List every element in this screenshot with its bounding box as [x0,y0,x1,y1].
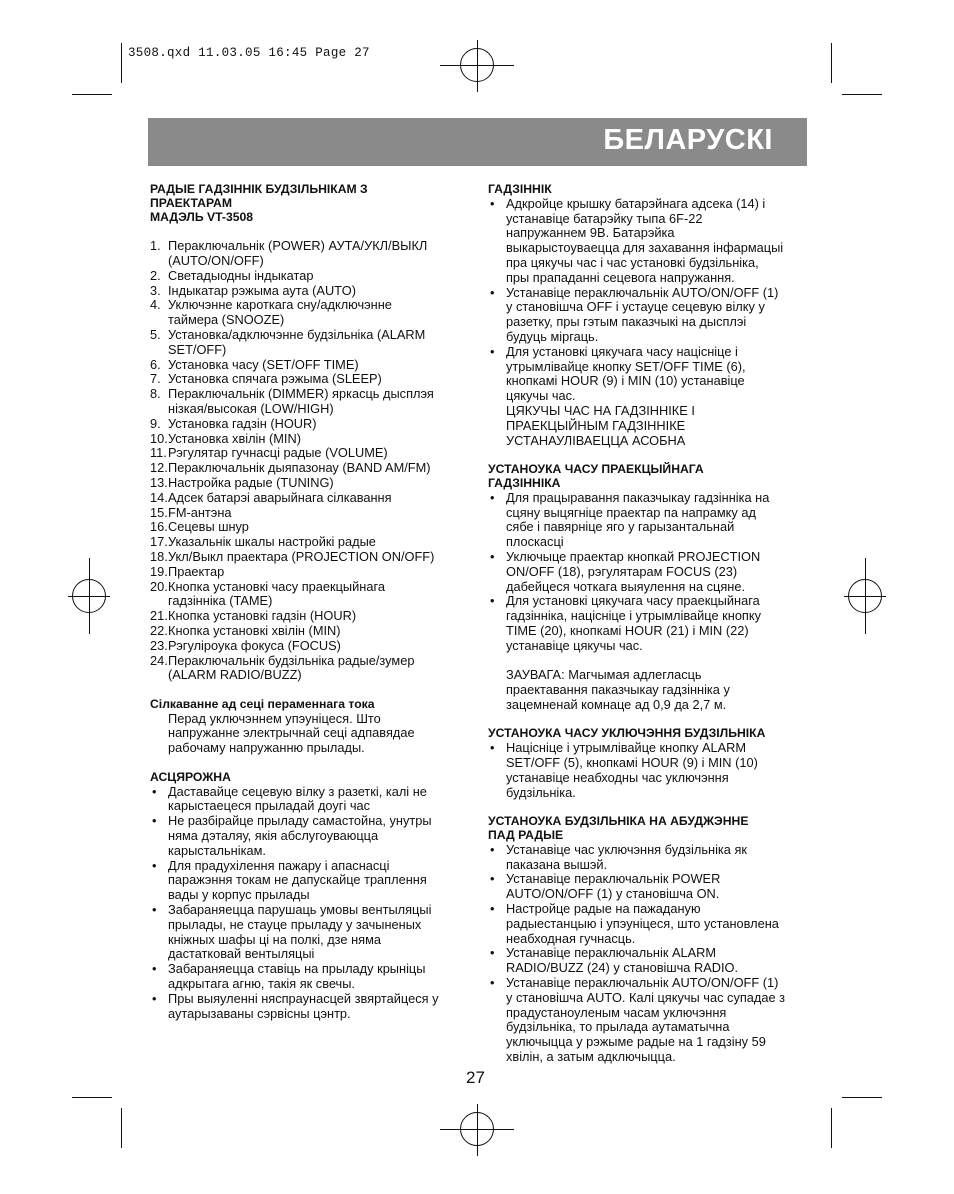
bullet-text: Устанавіце пераключальнік ALARM RADIO/BUZZ (24) у становішча RADIO. [506,945,739,976]
crop-mark [121,1108,122,1148]
bullet-text: Для установкі цякучага часу праекцыйнага гадзінніка, націсніце і утрымлівайце кнопку TIME (20), кнопкамі HOUR (21) і MIN (22) устанавіце цякучы час. [506,593,762,653]
bullet-text: Пры выяуленні няспраунасцей звяртайцеся у аутарызаваны сэрвісны цэнтр. [168,990,439,1021]
bullet-text: Забараняецца ставіць на прыладу крыніцы адкрытага агню, такія як свечы. [168,961,426,992]
part-number: 3. [150,282,161,298]
left-column [150,183,470,1021]
bullet-icon: • [490,975,495,991]
part-item [150,298,470,328]
projector-clock-heading: УСТАНОУКА ЧАСУ ПРАЕКЦЫЙНАГА ГАДЗІННІКА [488,462,704,490]
bullet-item [150,814,470,858]
part-number: 19. [150,563,168,579]
caution-list [150,785,470,1022]
part-item [150,535,470,550]
bullet-icon: • [152,961,157,977]
part-text: Кнопка установкі гадзін (HOUR) [168,608,357,624]
bullet-text: Забараняецца парушаць умовы вентыляцыі прылады, не стауце прыладу у зачыненых кніжных шафы ці на полкі, дзе няма дастатковай вентыляцыі [168,902,432,962]
bullet-icon: • [152,783,157,799]
part-item [150,639,470,654]
part-item [150,506,470,521]
bullet-text: Адкройце крышку батарэйнага адсека (14) і устанавіце батарэйку тыпа 6F-22 напружаннем 9В. Батарэйка выкарыстоуваецца для захавання інфармацыі пра цякучы час і час установкі будзільніка, пры прападанні сецевога напружання. [506,195,784,285]
crop-mark [842,1097,882,1098]
part-text: Установка часу (SET/OFF TIME) [168,356,359,372]
bullet-text: Устанавіце пераключальнік POWER AUTO/ON/OFF (1) у становішча ON. [506,871,721,902]
part-number: 7. [150,371,161,387]
crop-mark [831,1108,832,1148]
part-number: 2. [150,267,161,283]
bullet-icon: • [490,871,495,887]
power-heading: Сілкаванне ад сеці пераменнага тока [150,696,375,711]
bullet-item [150,785,470,815]
part-text: Укл/Выкл праектара (PROJECTION ON/OFF) [168,548,435,564]
bullet-item [488,872,808,902]
part-text: Настройка радые (TUNING) [168,474,334,490]
bullet-icon: • [490,740,495,756]
part-text: Пераключальнік дыяпазонау (BAND AM/FM) [168,460,431,476]
part-text: Адсек батарэі аварыйнага сілкавання [168,489,392,505]
bullet-icon: • [152,813,157,829]
part-text: Рэгуліроука фокуса (FOCUS) [168,637,341,653]
part-text: Сецевы шнур [168,519,249,535]
part-number: 1. [150,238,161,254]
part-number: 12. [150,460,168,476]
part-text: Індыкатар рэжыма аута (AUTO) [168,282,356,298]
bullet-icon: • [152,990,157,1006]
part-number: 4. [150,297,161,313]
part-item [150,432,470,447]
part-text: Пераключальнік (POWER) АУТА/УКЛ/ВЫКЛ (AUTO/ON/OFF) [168,238,428,268]
bullet-text: Устанавіце час уключэння будзільніка як паказана вышэй. [506,841,747,872]
crop-mark [72,1097,112,1098]
bullet-text: Для установкі цякучага часу націсніце і утрымлівайце кнопку SET/OFF TIME (6), кнопкамі HOUR (9) і MIN (10) устанавіце цякучы час. [506,343,746,404]
part-item [150,550,470,565]
part-text: Кнопка установкі хвілін (MIN) [168,622,341,638]
bullet-item [150,962,470,992]
part-item [150,609,470,624]
part-item [150,284,470,299]
bullet-text: Уключыце праектар кнопкай PROJECTION ON/OFF (18), рэгулятарам FOCUS (23) дабейцеся чоткага выяулення на сцяне. [506,548,761,594]
bullet-text: Настройце радые на пажаданую радыестанцыю і упэуніцеся, што установлена неабходная гучнасць. [506,901,779,946]
radio-alarm-heading: УСТАНОУКА БУДЗІЛЬНІКА НА АБУДЖЭННЕ ПАД РАДЫЕ [488,814,749,843]
part-item [150,328,470,358]
part-item [150,387,470,417]
part-item [150,624,470,639]
part-text: Установка спячага рэжыма (SLEEP) [168,371,382,387]
part-item [150,461,470,476]
part-text: Праектар [168,563,225,579]
part-number: 6. [150,356,161,372]
part-text: Пераключальнік будзільніка радые/зумер (ALARM RADIO/BUZZ) [168,652,415,683]
part-text: Кнопка установкі часу праекцыйнага гадзінніка (TAME) [168,578,385,609]
bullet-icon: • [152,857,157,873]
bullet-item [150,903,470,962]
bullet-item [488,197,808,286]
part-number: 13. [150,474,168,490]
part-number: 14. [150,489,168,505]
clock-heading: ГАДЗІННІК [488,182,552,196]
part-item [150,476,470,491]
part-text: Установка гадзін (HOUR) [168,415,317,431]
part-item [150,580,470,610]
part-number: 11. [150,445,167,461]
bullet-icon: • [490,901,495,917]
bullet-item [488,491,808,550]
bullet-text: Устанавіце пераключальнік AUTO/ON/OFF (1) у становішча AUTO. Калі цякучы час супадае з прадустаноуленым часам уключэння будзільніка, то прылада аутаматычна уключыцца у рэжыме радые на 1 гадзіну 59 хвілін, а затым адключыцца. [506,975,786,1065]
bullet-icon: • [490,284,495,300]
bullet-text: Не разбірайце прыладу самастойна, унутры няма дэталяу, якія абслугоуваюцца карыстальнікам. [168,813,432,858]
bullet-item [488,286,808,345]
bullet-icon: • [490,489,495,505]
part-item [150,417,470,432]
clock-note: ЦЯКУЧЫ ЧАС НА ГАДЗІННІКЕ І ПРАЕКЦЫЙНЫМ ГАДЗІННІКЕ УСТАНАУЛІВАЕЦЦА АСОБНА [506,402,695,448]
bullet-icon: • [490,343,495,359]
part-text: Указальнік шкалы настройкі радые [168,534,376,550]
bullet-item [488,345,808,404]
bullet-icon: • [490,548,495,564]
part-text: FM-антэна [168,504,232,520]
radio-alarm-list [488,843,808,1065]
projector-clock-list [488,491,808,654]
page-number: 27 [466,1068,485,1087]
bullet-text: Для прадухілення пажару і апаснасці паражэння токам не дапускайце траплення вады у корпус прылады [168,857,427,903]
part-number: 20. [150,578,168,594]
bullet-text: Даставайце сецевую вілку з разеткі, калі не карыстаецеся прыладай доугі час [168,783,427,814]
file-slug: 3508.qxd 11.03.05 16:45 Page 27 [128,46,370,60]
part-item [150,372,470,387]
parts-list [150,239,470,683]
bullet-text: Для працыравання паказчыкау гадзінніка на сцяну выцягніце праектар па напрамку ад сябе і павярніце яго у гарызантальнай плоскасці [506,489,770,550]
banner-title: БЕЛАРУСКІ [603,124,773,156]
bullet-item [150,992,470,1022]
bullet-item [488,594,808,653]
part-item [150,565,470,580]
bullet-item [150,859,470,903]
bullet-icon: • [490,841,495,857]
part-number: 24. [150,652,168,668]
part-item [150,654,470,684]
part-number: 16. [150,519,168,535]
bullet-item [488,902,808,946]
part-number: 18. [150,548,168,564]
part-number: 21. [150,608,168,624]
bullet-icon: • [490,195,495,211]
part-text: Уключэнне кароткага сну/адключэнне таймера (SNOOZE) [168,297,392,328]
bullet-item [488,550,808,594]
part-number: 5. [150,326,161,342]
bullet-icon: • [490,945,495,961]
part-text: Установка хвілін (MIN) [168,430,301,446]
language-banner [148,118,807,166]
part-number: 8. [150,386,161,402]
part-item [150,491,470,506]
clock-list [488,197,808,404]
bullet-item [488,976,808,1065]
part-number: 23. [150,637,168,653]
crop-mark [842,94,882,95]
part-item [150,239,470,269]
bullet-item [488,946,808,976]
caution-heading: АСЦЯРОЖНА [150,769,231,784]
part-text: Пераключальнік (DIMMER) яркасць дысплэя нізкая/высокая (LOW/HIGH) [168,386,434,416]
crop-mark [121,43,122,83]
part-item [150,358,470,373]
crop-mark [831,43,832,83]
alarm-time-list [488,741,808,800]
crop-mark [72,94,112,95]
bullet-icon: • [152,902,157,918]
bullet-text: Устанавіце пераключальнік AUTO/ON/OFF (1) у становішча OFF і устауце сецевую вілку у разетку, пры гэтым паказчыкі на дысплэі будуць міргаць. [506,284,779,344]
part-text: Рэгулятар гучнасці радые (VOLUME) [168,445,388,461]
alarm-time-heading: УСТАНОУКА ЧАСУ УКЛЮЧЭННЯ БУДЗІЛЬНІКА [488,726,766,741]
part-text: Установка/адключэнне будзільніка (ALARM SET/OFF) [168,326,426,357]
part-text: Светадыодны індыкатар [168,267,314,283]
part-number: 17. [150,534,168,550]
bullet-item [488,843,808,873]
projector-note: ЗАУВАГА: Магчымая адлегласць праектавання паказчыкау гадзінніка у зацемненай комнаце ад 0,9 да 2,7 м. [506,667,730,712]
right-column [488,183,808,1065]
power-text: Перад уключэннем упэуніцеся. Што напружанне электрычнай сеці адпавядае рабочаму напружанню прылады. [168,710,415,756]
bullet-text: Націсніце і утрымлівайце кнопку ALARM SET/OFF (5), кнопкамі HOUR (9) і MIN (10) устанавіце неабходны час уключэння будзільніка. [506,740,758,800]
part-number: 15. [150,504,168,520]
bullet-item [488,741,808,800]
part-item [150,520,470,535]
part-item [150,269,470,284]
part-number: 9. [150,415,161,431]
part-number: 22. [150,622,168,638]
document-title: РАДЫЕ ГАДЗІННІК БУДЗІЛЬНІКАМ З ПРАЕКТАРАМ МАДЭЛЬ VT-3508 [150,182,368,224]
bullet-icon: • [490,593,495,609]
part-item [150,446,470,461]
part-number: 10. [150,430,168,446]
